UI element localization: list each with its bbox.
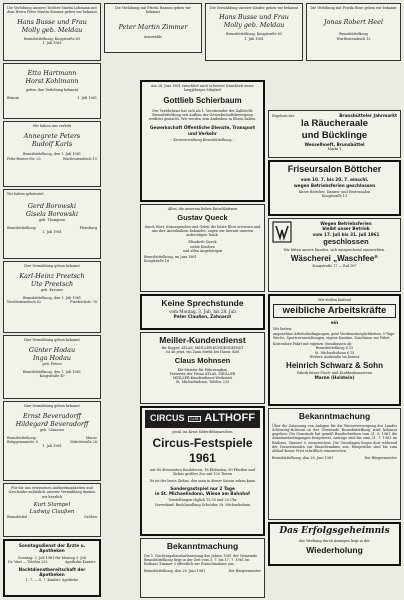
notice-subtext: geb. Thompson — [38, 218, 66, 223]
announcement-sign: Der Bürgermeister — [364, 456, 397, 461]
laundry-dates: vom 17. Juli bis 31. Juli 1961 — [312, 231, 380, 237]
notice-names: Inga Hodau — [32, 354, 71, 363]
notice-address: Mittelstraße 28 — [70, 439, 97, 444]
notice-intro: Die Verlobung mit Frieda Hansen geben wir bekannt — [114, 6, 192, 15]
notice-place: Arnswalde — [143, 34, 163, 39]
announcement-budget — [140, 538, 265, 598]
notice-place: Büsum — [7, 96, 19, 101]
notice-names: Ernst Beveradorff — [23, 412, 81, 421]
notice-address: Wurtleutendeich 15 — [62, 156, 97, 161]
notice-subtext: geb. Claussen — [39, 428, 65, 433]
obituary-org: Gewerkschaft Öffentliche Dienste, Transport und Verkehr — [149, 125, 256, 136]
job-bus-stop: Brunsbüttelkoog 6.15 — [315, 346, 354, 351]
notice-place: Brunsbüttelkoog, den 1. Juli 1961 — [22, 295, 82, 300]
hairdresser-dates: vom 10. 7. bis 20. 7. einschl. — [300, 177, 369, 183]
dentist-name: Peter Claußen, Zahnarzt — [173, 313, 232, 319]
doctors-duty-notice — [3, 539, 101, 597]
notice-names: Etta Hartmann — [27, 69, 77, 77]
laundry-text: Wegen Betriebsferien — [320, 221, 372, 226]
obituary-schierbaum — [140, 80, 265, 202]
fish-intro: Ergebnis der — [272, 113, 295, 118]
wedding-notice-beveradorff — [3, 401, 101, 481]
notice-names: Ludwig Claußen — [29, 508, 75, 515]
column-middle — [140, 80, 265, 600]
announcement-place: Brunsbüttelkoog, den 28. Juni 1961 — [272, 456, 334, 461]
notice-place: Brunsbüttelkoog, Koogstraße 65 — [226, 32, 282, 37]
notice-names: Hans Busse und Frau — [219, 13, 289, 22]
notice-subtext: geb. Peters — [42, 362, 62, 367]
fish-title: la Räucheraale — [300, 118, 369, 130]
duty-title: Nachtdienstbereitschaft der Apotheken — [18, 567, 86, 578]
laundry-closed: geschlossen — [323, 236, 369, 246]
job-text: Weitere Auskünfte im Kontor — [309, 354, 360, 359]
circus-text: prsäl. im Kreis Süderdithmarschen — [172, 429, 233, 434]
hairdresser-closed: wegen Betriebsferien geschlossen — [293, 182, 376, 188]
thanks-address: Koogstraße 16 — [144, 259, 170, 264]
engagement-notice-busse — [3, 3, 101, 61]
wedding-notice-busse — [205, 3, 303, 61]
obituary-intro: Am 28. Juni 1961 entschlief nach schwerer Krankheit unser langjähriger Mitglied — [151, 84, 254, 93]
duty-pharmacy: Apotheke Kantstr. — [65, 559, 96, 564]
wedding-notice-hodau — [3, 335, 101, 399]
circus-label: CIRCUS — [150, 413, 185, 424]
duty-text: Sonntag: 2. Juli 1961 für Montag 3. Juli — [18, 555, 86, 560]
dentist-title: Keine Sprechstunde — [161, 298, 244, 308]
meiller-ad — [140, 332, 265, 404]
hairdresser-title: Friseursalon Böttcher — [287, 164, 382, 174]
notice-address: Fritz-Reuter-Str. 25 — [7, 156, 41, 161]
circus-text: Sondergastspiel nur 2 Tage — [170, 485, 235, 491]
thanks-sign: und allen Angehörigen — [182, 248, 223, 253]
thanks-text: durch Wort, Kranzspenden und Geleit die letzte Ehre erwiesen und uns ihre Anteilnahme bekundet, sagen wir hiermit unseren aufrichtigen Dank. — [144, 224, 261, 238]
notice-intro: Die Verlobung unserer Tochter Marita Lohmann mit dem Herrn Peter Martin Zimmer geben wir bekannt — [7, 6, 97, 15]
notice-address: Wurtleutendeich 12 — [336, 36, 371, 41]
laundry-ad — [268, 218, 401, 292]
circus-text: Es ist der beste Zirkus, den man in dieser Saison sehen kann — [149, 478, 256, 483]
thanks-sign: nebst Kindern — [190, 244, 215, 249]
circus-text: mit 60 dressierten Raubtieren, 18 Elefanten, 60 Pferden und Zirkus größter Zoo mit 100 Tieren — [150, 468, 255, 477]
notice-place: Brunsbüttelkoog — [339, 32, 368, 37]
circus-carl-label: CARL — [189, 416, 200, 421]
laundry-text: Wir bitten unsere Kunden, sich entsprechend einzurichten. — [283, 248, 386, 253]
notice-place: Brunsbüttel — [7, 515, 28, 520]
notice-date: 1. Juli 1961 — [42, 40, 62, 45]
notice-names: Horst Kohlmann — [25, 77, 79, 85]
hairdresser-ad — [268, 160, 401, 216]
column-right — [268, 110, 401, 568]
thanks-queck — [140, 204, 265, 292]
notice-place: Brunsbüttelkoog — [7, 435, 36, 440]
notice-place: Flensburg — [79, 225, 97, 230]
job-benefits: angenehme Arbeitsbedingungen, gute Verdienstmöglichkeiten, 5-Tage-Woche, Sportveranstaltungen, eigene Kantine, Zuschüsse zur Fahrt. — [273, 331, 396, 340]
wedding-notice-preetsch — [3, 261, 101, 333]
notice-names: Peter Martin Zimmer — [118, 22, 188, 31]
thanks-name: Gustav Queck — [177, 213, 228, 223]
announcement-title: Bekanntmachung — [298, 411, 371, 421]
laundry-text: bleibt unser Betrieb — [322, 226, 370, 232]
duty-title: Sonntagsdienst der Ärzte u. Apotheken — [18, 543, 86, 554]
engagement-notice-peters — [3, 121, 101, 187]
notice-place: Brunsbüttelkoog, den 1. Juli 1961 — [22, 369, 82, 374]
meiller-text: Vertreter der Firma ATLAS, MEILLER — [169, 371, 236, 376]
notice-text: geben ihre Verlobung bekannt — [25, 88, 79, 92]
meiller-text: für Kipper, ATLAS, MEILLER-KUNDENDIENST — [161, 345, 244, 350]
job-title: weibliche Arbeitskräfte — [273, 304, 396, 318]
announcement-place: Brunsbüttelkoog, den 28. Juni 1961 — [144, 569, 206, 574]
column-3 — [205, 3, 303, 63]
notice-names: Hildegard Beveradorff — [15, 420, 89, 429]
notice-address: Friedrichstr. 76 — [70, 299, 97, 304]
circus-location: in St. Michaelisdonn, Wiese am Bahnhof — [155, 491, 250, 496]
laundry-logo-icon — [272, 221, 292, 243]
circus-ad — [140, 406, 265, 536]
notice-names: Molly geb. Meldau — [223, 21, 285, 30]
circus-text: Vorverkauf: Buchhandlung Schröder, St. Michaelisdonn — [154, 502, 251, 507]
meiller-title: Meiller-Kundendienst — [159, 335, 246, 345]
job-bus-stop: St. Michaelisdonn 6.15 — [314, 350, 355, 355]
notice-address: Brüggemannstr. 6 — [7, 439, 38, 444]
engagement-notice-heel — [306, 3, 401, 61]
job-ad-schwarz — [268, 294, 401, 406]
laundry-title: Wäscherei „Waschfee“ — [290, 254, 379, 264]
notice-intro: Ihre Vermählung geben bekannt — [24, 338, 80, 342]
fish-title: und Bücklinge — [301, 130, 368, 142]
fish-ad — [268, 110, 401, 158]
notice-names: Kurt Stampel — [33, 501, 71, 508]
engagement-notice-zimmer — [104, 3, 202, 53]
duty-doctor: Dr. Vaut — Telefon 233 — [8, 559, 48, 564]
notice-date: 1. Juli 1961 — [77, 96, 97, 101]
notice-intro: Wir haben geheiratet — [7, 192, 44, 196]
wedding-notice-borowski — [3, 189, 101, 259]
notice-date: 1. Juli 1961 — [42, 444, 62, 448]
job-intro: Wir stellen laufend — [318, 298, 351, 302]
circus-text: Vorstellungen täglich 15.30 und 20 Uhr — [168, 498, 237, 503]
thanks-place: Brunsbüttelkoog, im Juni 1961 — [144, 255, 197, 260]
notice-names: Molly geb. Meldau — [21, 25, 83, 34]
notice-address: Wurtleutendeich 62 — [7, 299, 42, 304]
notice-subtext: Größen — [84, 515, 97, 520]
thanks-intro: Allen, die unserem lieben Entschlafenen — [167, 207, 238, 211]
advertising-title: Das Erfolgsgeheimnis — [279, 526, 390, 536]
announcement-text: Die 1. Nachtragshaushaltssatzung des Jahres 1961 der Gemeinde Brunsbüttelkoog liegt in der Zeit vom 3. 7. bis 17. 7. 1961 im Rathaus Zimmer 3 öffentlich zur Einsichtnahme aus. — [144, 553, 258, 567]
job-text: ein — [330, 320, 339, 326]
obituary-sub: - Kreisverwaltung Brunsbüttelkoog - — [171, 137, 234, 142]
notice-intro: Die Verlobung mit Frieda Bose geben wir bekannt — [310, 6, 397, 10]
circus-logo — [145, 410, 260, 428]
notice-date: 1. Juli 1961 — [244, 36, 264, 41]
meiller-text: MEILLER-Kundendienst-Werkstatt — [172, 376, 233, 380]
announcement-water — [268, 408, 401, 520]
notice-names: Gisela Borowski — [25, 210, 79, 219]
obituary-name: Gottlieb Schierbaum — [163, 95, 242, 105]
announcement-text: Über die Zulassung von Anlagen für die Wasserversorgung des Landes Schleswig-Holstein in der Gemeinde Brunsbüttelkoog wird bekannt gegeben: Die Gemeinde hat gemäß Rundschreiben vom 21. 6. 1961 die Abnahmebedingungen festgesetzt. Anträge sind bis zum 31. 7. 1961 im Rathaus, Zimmer 5, einzureichen. Die Unterlagen liegen dort während der Dienststunden zur Einsichtnahme aus. Einsprüche sind bis zum Ablauf dieser Frist schriftlich einzureichen. — [272, 423, 397, 454]
notice-date: 1. Juli 1961 — [42, 229, 62, 234]
column-2 — [104, 3, 202, 55]
notice-intro: Die Vermählung unserer Kinder geben wir bekannt — [209, 6, 299, 10]
column-1 — [3, 3, 101, 599]
notice-place: Brunsbüttelkoog — [7, 225, 36, 230]
announcement-sign: Der Bürgermeister — [228, 569, 261, 574]
announcement-title: Bekanntmachung — [166, 541, 239, 551]
job-text: Wir bieten: — [273, 327, 293, 332]
laundry-address: Koogstraße 17 — Ruf 267 — [312, 264, 357, 269]
notice-names: Ute Preetsch — [30, 280, 74, 289]
notice-intro: Ihre Vermählung geben bekannt — [24, 404, 80, 408]
notice-names: Hans Busse und Frau — [17, 17, 87, 26]
meiller-text: Kfz-Meister für Fahrzeugbau — [177, 367, 228, 372]
notice-subtext: geb. Kreuzer — [40, 288, 64, 293]
notice-names: Jonas Robert Heel — [323, 18, 383, 27]
hairdresser-name: Kurze Böttcher, Damen- und Herrensalon — [298, 189, 371, 194]
thanks-sign: Elisabeth Queck — [188, 240, 217, 245]
job-company: Heinrich Schwarz & Sohn — [286, 361, 383, 371]
notice-address: Koogstraße 49 — [39, 373, 65, 378]
notice-place: Marne — [85, 435, 97, 440]
notice-names: Karl-Heinz Preetsch — [19, 272, 85, 281]
dentist-dates: vom Montag, 3. Juli, bis 28. Juli — [169, 308, 236, 314]
meiller-text: ist ab jetzt, ein Zaun direkt bei Ihnen: Kiel — [166, 349, 239, 354]
advertising-ad — [268, 522, 401, 566]
engagement-notice-hartmann — [3, 63, 101, 119]
thanks-notice — [3, 483, 101, 537]
dentist-notice — [140, 294, 265, 330]
notice-intro: Ihre Vermählung geben bekannt — [24, 264, 80, 268]
notice-place: Brunsbüttelkoog, Koogstraße 65 — [24, 36, 80, 41]
circus-title: Circus-Festspiele 1961 — [152, 436, 253, 465]
notice-names: Annegrete Peters — [23, 132, 81, 141]
advertising-text: der Werbung durch Anzeigen liegt in der — [299, 539, 370, 544]
fish-address: Markt 1 — [327, 147, 342, 152]
column-4 — [306, 3, 401, 63]
notice-text: Für die uns erwiesenen Aufmerksamkeiten und Geschenke anlässlich unserer Vermählung danken wir herzlich — [8, 486, 96, 499]
fish-shop: Wesselhoeft, Brunsbüttel — [304, 142, 365, 147]
job-company-sub: Fabrik feiner Fisch- und Krabbenkonserven — [297, 371, 372, 376]
job-location: Marne (Holstein) — [314, 375, 355, 381]
meiller-name: Claus Mohnsen — [174, 356, 231, 366]
meiller-text: St. Michaelisdonn, Telefon 233 — [175, 380, 230, 385]
notice-names: Gerd Borowski — [27, 202, 77, 211]
advertising-highlight: Wiederholung — [306, 544, 363, 555]
hairdresser-address: Koogstraße 13 — [321, 194, 348, 198]
obituary-text: Der Verblichene hat sich als 1. Vorsitzender der Zahlstelle Brunsbüttelkoog seit Aufbau der Gewerkschaftsbewegung verdient gemacht. Wir werden sein Andenken in Ehren halten. — [148, 108, 257, 121]
job-text: Kostenlose Fahrt mit eigenen Omnibussen ab: — [273, 342, 353, 347]
notice-place: Brunsbüttelkoog, den 1. Juli 1961 — [22, 152, 82, 157]
notice-names: Günter Hodau — [28, 346, 76, 355]
notice-intro: Wir haben uns verlobt — [32, 124, 72, 128]
notice-names: Rudolf Karls — [31, 140, 73, 149]
duty-text: 1. 7. — 8. 7. Kantstr. Apotheke — [25, 577, 79, 582]
circus-name: ALTHOFF — [204, 412, 255, 424]
fish-event: Brunsbütteler Jahrmarkt — [339, 113, 397, 118]
